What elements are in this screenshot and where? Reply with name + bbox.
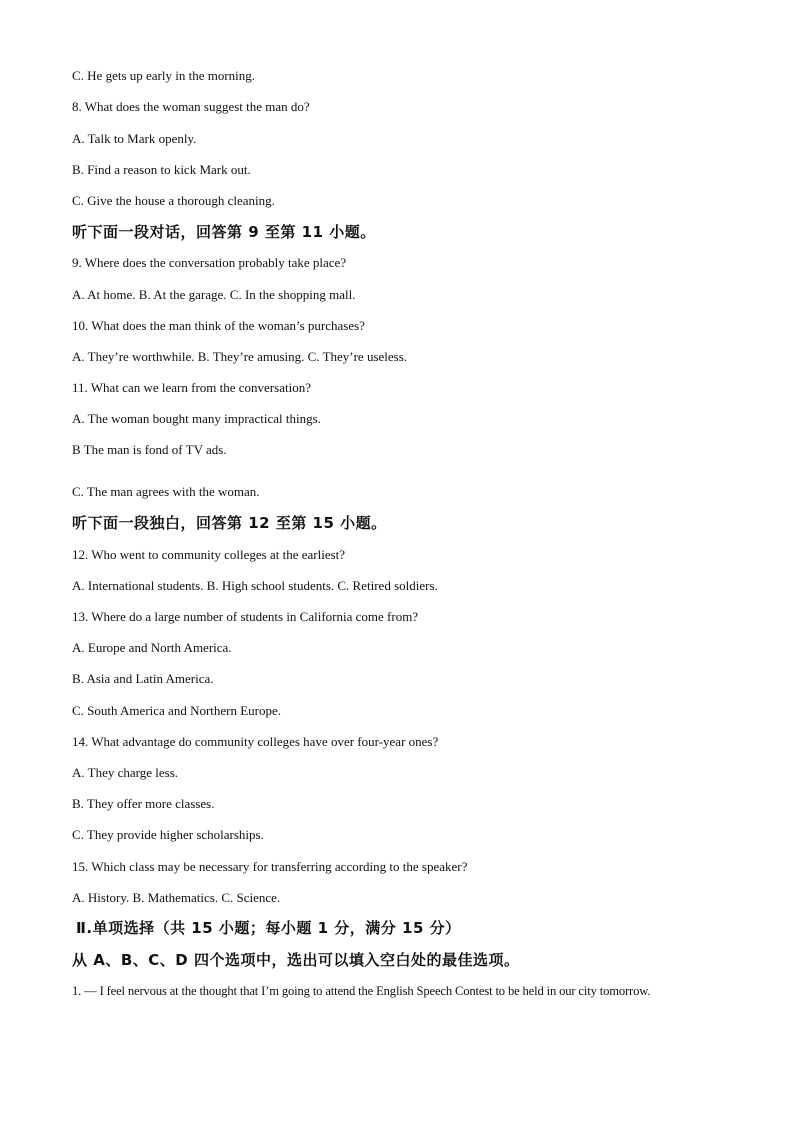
q14-option-c: C. They provide higher scholarships. — [72, 827, 264, 842]
q11-option-a: A. The woman bought many impractical things. — [72, 411, 321, 426]
q8-option-a: A. Talk to Mark openly. — [72, 131, 197, 146]
q11-option-b: B The man is fond of TV ads. — [72, 442, 227, 457]
q14-option-b: B. They offer more classes. — [72, 796, 215, 811]
q8-option-c: C. Give the house a thorough cleaning. — [72, 193, 275, 208]
q12-options: A. International students. B. High school students. C. Retired soldiers. — [72, 578, 438, 593]
q14-question: 14. What advantage do community colleges have over four-year ones? — [72, 734, 439, 749]
q10-options: A. They’re worthwhile. B. They’re amusing. C. They’re useless. — [72, 349, 408, 364]
section-heading-monologue: 听下面一段独白，回答第 12 至第 15 小题。 — [72, 514, 387, 532]
q13-option-c: C. South America and Northern Europe. — [72, 703, 282, 718]
q10-question: 10. What does the man think of the woman’s purchases? — [72, 318, 365, 333]
q13-option-b: B. Asia and Latin America. — [72, 671, 214, 686]
q1-question: 1. — I feel nervous at the thought that I’m going to attend the English Speech Contest to be held in our city tomorrow. — [72, 984, 651, 998]
q9-question: 9. Where does the conversation probably take place? — [72, 255, 347, 270]
q15-options: A. History. B. Mathematics. C. Science. — [72, 890, 281, 905]
q11-question: 11. What can we learn from the conversation? — [72, 380, 311, 395]
q13-option-a: A. Europe and North America. — [72, 640, 232, 655]
section-heading-dialogue: 听下面一段对话，回答第 9 至第 11 小题。 — [72, 223, 376, 241]
q15-question: 15. Which class may be necessary for transferring according to the speaker? — [72, 859, 468, 874]
q7-option-c: C. He gets up early in the morning. — [72, 68, 256, 83]
q12-question: 12. Who went to community colleges at the earliest? — [72, 547, 346, 562]
section-instruction: 从 A、B、C、D 四个选项中，选出可以填入空白处的最佳选项。 — [72, 951, 520, 969]
section-heading-single-choice: Ⅱ.单项选择（共 15 小题；每小题 1 分，满分 15 分） — [76, 919, 461, 937]
q14-option-a: A. They charge less. — [72, 765, 179, 780]
q8-question: 8. What does the woman suggest the man do? — [72, 99, 310, 114]
q9-options: A. At home. B. At the garage. C. In the shopping mall. — [72, 287, 356, 302]
q8-option-b: B. Find a reason to kick Mark out. — [72, 162, 251, 177]
q11-option-c: C. The man agrees with the woman. — [72, 484, 260, 499]
q13-question: 13. Where do a large number of students in California come from? — [72, 609, 419, 624]
